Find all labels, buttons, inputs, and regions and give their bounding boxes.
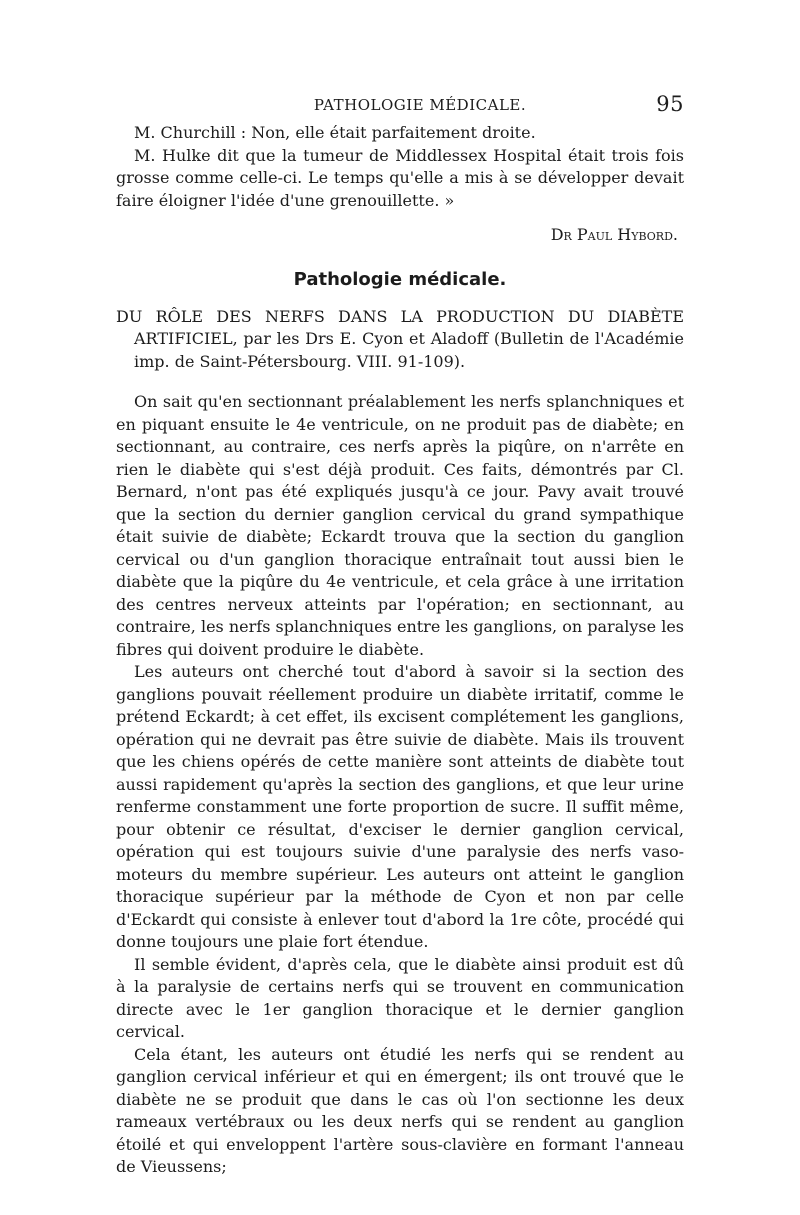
body-paragraph-1: On sait qu'en sectionnant préalablement les nerfs splanchniques et en piquant ensuite le 4e ventricule, on ne produit pas de diabète; en sectionnant, au contraire, ces nerfs après la piqûre, on n'arrête en rien le diabète qui s'est déjà produit. Ces faits, démontrés par Cl. Bernard, n'ont pas été expliqués jusqu'à ce jour. Pavy avait trouvé que la section du dernier ganglion cervical du grand sympathique était suivie de diabète; Eckardt trouva que la section du ganglion cervical ou d'un ganglion thoracique entraînait tout aussi bien le diabète que la piqûre du 4e ventricule, et cela grâce à une irritation des centres nerveux atteints par l'opération; en sectionnant, au contraire, les nerfs splanchniques entre les ganglions, on paralyse les fibres qui doivent produire le diabète. <box>116 392 684 659</box>
section-title: Pathologie médicale. <box>293 268 507 290</box>
intro-paragraph-2: M. Hulke dit que la tumeur de Middlessex Hospital était trois fois grosse comme celle-ci. Le temps qu'elle a mis à se développer devait faire éloigner l'idée d'une grenouillette. » <box>116 145 684 210</box>
body-paragraph-4: Cela étant, les auteurs ont étudié les nerfs qui se rendent au ganglion cervical inférieur et qui en émergent; ils ont trouvé que le diabète ne se produit que dans le cas où l'on sectionne les deux rameaux vertébraux ou les deux nerfs qui se rendent au ganglion étoilé et qui enveloppent l'artère sous-clavière en formant l'anneau de Vieussens; <box>116 1044 684 1176</box>
body-paragraph-2: Les auteurs ont cherché tout d'abord à savoir si la section des ganglions pouvait réellement produire un diabète irritatif, comme le prétend Eckardt; à cet effet, ils excisent complétement les ganglions, opération qui ne devrait pas être suivie de diabète. Mais ils trouvent que les chiens opérés de cette manière sont atteints de diabète tout aussi rapidement qu'après la section des ganglions, et que leur urine renferme constamment une forte proportion de sucre. Il suffit même, pour obtenir ce résultat, d'exciser le dernier ganglion cervical, opération qui est toujours suivie d'une paralysie des nerfs vaso-moteurs du membre supérieur. Les auteurs ont atteint le ganglion thoracique supérieur par la méthode de Cyon et non par celle d'Eckardt qui consiste à enlever tout d'abord la 1re côte, procédé qui donne toujours une plaie fort étendue. <box>116 662 684 951</box>
article-heading: DU RÔLE DES NERFS DANS LA PRODUCTION DU DIABÈTE ARTIFICIEL, par les Drs E. Cyon et Aladoff (Bulletin de l'Académie imp. de Saint-Pétersbourg. VIII. 91-109). <box>116 306 684 371</box>
running-header <box>116 92 684 122</box>
page-number: 95 <box>656 92 684 116</box>
intro-paragraph-1: M. Churchill : Non, elle était parfaitement droite. <box>134 123 536 142</box>
running-title: PATHOLOGIE MÉDICALE. <box>313 96 527 114</box>
author-signature: Dr Paul Hybord. <box>550 225 678 244</box>
page <box>116 92 684 1179</box>
body-paragraph-3: Il semble évident, d'après cela, que le diabète ainsi produit est dû à la paralysie de certains nerfs qui se trouvent en communication directe avec le 1er ganglion thoracique et le dernier ganglion cervical. <box>116 954 684 1041</box>
